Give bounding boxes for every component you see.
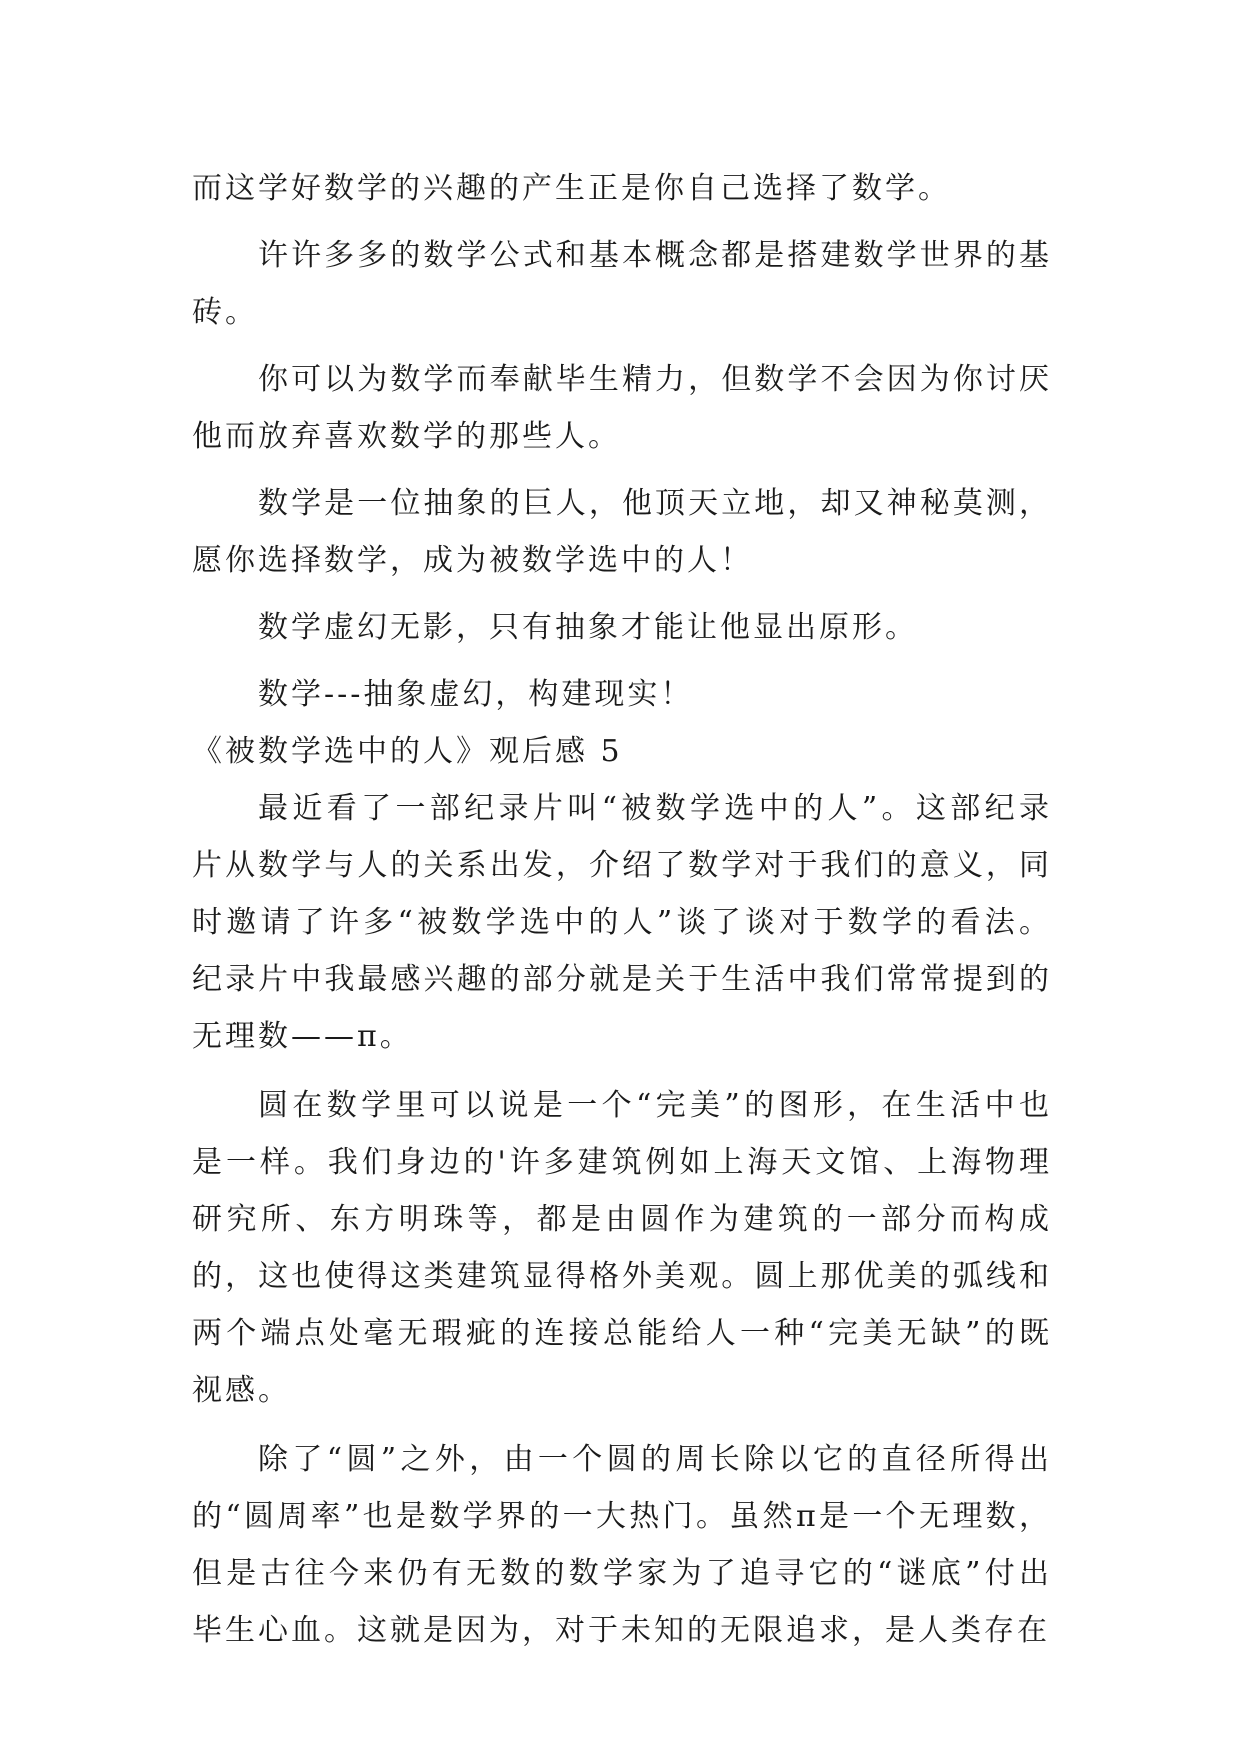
paragraph-abstract: 数学虚幻无影，只有抽象才能让他显出原形。 [258, 610, 918, 645]
paragraph-slogan: 数学---抽象虚幻，构建现实！ [258, 677, 694, 712]
document-body [192, 160, 1052, 1659]
paragraph-devotion: 你可以为数学而奉献毕生精力，但数学不会因为你讨厌他而放弃喜欢数学的那些人。 [192, 362, 1052, 454]
section-title: 《被数学选中的人》观后感 5 [192, 734, 623, 769]
paragraph-circle: 圆在数学里可以说是一个“完美”的图形，在生活中也是一样。我们身边的'许多建筑例如上海天文馆、上海物理研究所、东方明珠等，都是由圆作为建筑的一部分而构成的，这也使得这类建筑显得格外美观。圆上那优美的弧线和两个端点处毫无瑕疵的连接总能给人一种“完美无缺”的既视感。 [192, 1088, 1052, 1408]
paragraph-pi: 除了“圆”之外，由一个圆的周长除以它的直径所得出的“圆周率”也是数学界的一大热门。虽然π是一个无理数，但是古往今来仍有无数的数学家为了追寻它的“谜底”付出毕生心血。这就是因为，对于未知的无限追求，是人类存在 [192, 1442, 1052, 1648]
paragraph-giant: 数学是一位抽象的巨人，他顶天立地，却又神秘莫测，愿你选择数学，成为被数学选中的人！ [192, 486, 1052, 578]
paragraph-interest: 而这学好数学的兴趣的产生正是你自己选择了数学。 [192, 171, 951, 206]
paragraph-documentary: 最近看了一部纪录片叫“被数学选中的人”。这部纪录片从数学与人的关系出发，介绍了数学对于我们的意义，同时邀请了许多“被数学选中的人”谈了谈对于数学的看法。纪录片中我最感兴趣的部分就是关于生活中我们常常提到的无理数——π。 [192, 791, 1052, 1054]
paragraph-formulas: 许许多多的数学公式和基本概念都是搭建数学世界的基砖。 [192, 238, 1052, 330]
